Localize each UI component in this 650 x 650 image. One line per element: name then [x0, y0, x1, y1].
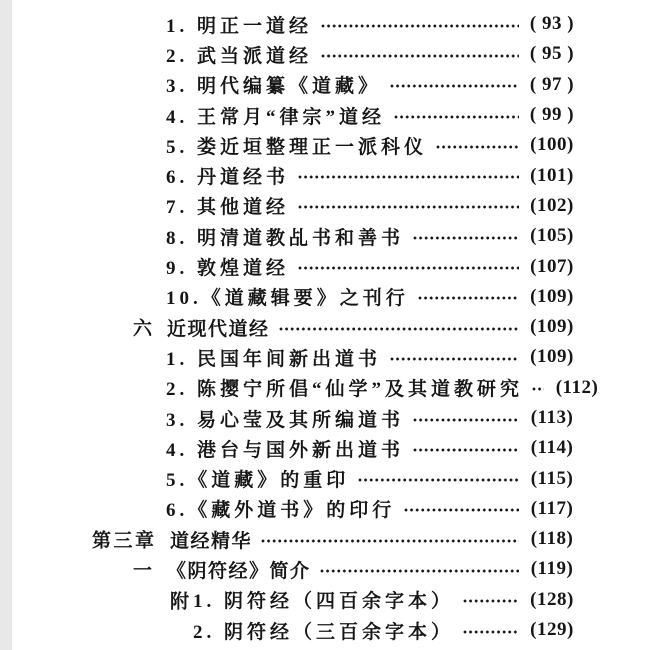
toc-row — [0, 403, 577, 433]
dot-leader — [320, 569, 519, 573]
dot-leader — [436, 145, 519, 149]
toc-row — [0, 554, 577, 584]
page-number: (119) — [530, 558, 574, 580]
toc-row — [0, 191, 577, 221]
entry-title: 9. 敦煌道经 — [166, 258, 290, 280]
page-number: (109) — [530, 285, 574, 307]
toc-row — [0, 221, 577, 251]
toc-row — [0, 463, 577, 493]
page-number: ( 99 ) — [529, 104, 575, 126]
dot-leader — [261, 539, 519, 543]
page-number: (107) — [530, 255, 574, 277]
toc-list — [0, 9, 599, 645]
row-marker: 附 — [170, 591, 192, 613]
row-marker: 第三章 — [92, 530, 157, 552]
dot-leader — [413, 448, 519, 452]
page-number: (114) — [530, 437, 574, 459]
page-number: (112) — [555, 376, 599, 398]
toc-row — [0, 130, 577, 160]
toc-row — [0, 433, 577, 463]
page-number: (129) — [530, 619, 574, 641]
entry-title: 5.《道藏》的重印 — [166, 470, 350, 492]
entry-title: 7. 其他道经 — [166, 197, 290, 219]
entry-title: 1. 明正一道经 — [166, 15, 313, 37]
dot-leader — [394, 115, 519, 119]
toc-row — [0, 615, 577, 645]
page-number: (118) — [530, 528, 574, 550]
page-number: (105) — [530, 225, 574, 247]
toc-row — [0, 524, 577, 554]
toc-row — [0, 312, 577, 342]
toc-row — [0, 100, 577, 130]
dot-leader — [390, 84, 519, 88]
toc-row — [0, 282, 577, 312]
entry-title: 4. 港台与国外新出道书 — [166, 439, 405, 461]
page-number: (109) — [530, 316, 574, 338]
entry-title: 6.《藏外道书》的印行 — [166, 500, 396, 522]
toc-row — [0, 9, 577, 39]
dot-leader — [532, 387, 544, 391]
entry-title: 《阴符经》简介 — [167, 560, 311, 582]
page-number: (117) — [530, 497, 574, 519]
dot-leader — [463, 630, 519, 634]
entry-title: 1. 民国年间新出道书 — [166, 348, 382, 370]
page-number: ( 93 ) — [529, 13, 575, 35]
page-number: ( 95 ) — [529, 43, 575, 65]
entry-title: 6. 丹道经书 — [166, 167, 290, 189]
entry-title: 3. 易心莹及其所编道书 — [166, 409, 405, 431]
page-number: (101) — [530, 164, 574, 186]
toc-row — [0, 39, 577, 69]
entry-title: 2. 阴符经（三百余字本） — [193, 621, 455, 643]
entry-title: 1. 阴符经（四百余字本） — [193, 591, 455, 613]
page-number: ( 97 ) — [529, 73, 575, 95]
dot-leader — [418, 296, 519, 300]
page-number: (115) — [530, 467, 574, 489]
page-number: (100) — [530, 134, 574, 156]
toc-row — [0, 494, 577, 524]
dot-leader — [298, 175, 519, 179]
toc-row — [0, 585, 577, 615]
toc-row — [0, 373, 599, 403]
entry-title: 4. 王常月“律宗”道经 — [166, 106, 386, 128]
page-number: (128) — [530, 588, 574, 610]
dot-leader — [463, 599, 519, 603]
dot-leader — [321, 54, 519, 58]
entry-title: 3. 明代编纂《道藏》 — [166, 76, 382, 98]
entry-title: 近现代道经 — [167, 318, 270, 340]
row-marker: 六 — [133, 318, 155, 340]
dot-leader — [404, 508, 519, 512]
page-number: (109) — [530, 346, 574, 368]
dot-leader — [298, 266, 519, 270]
toc-row — [0, 251, 577, 281]
entry-title: 2. 武当派道经 — [166, 45, 313, 67]
dot-leader — [413, 236, 519, 240]
toc-row — [0, 160, 577, 190]
dot-leader — [358, 478, 519, 482]
entry-title: 5. 娄近垣整理正一派科仪 — [166, 136, 428, 158]
dot-leader — [321, 24, 519, 28]
entry-title: 2. 陈撄宁所倡“仙学”及其道教研究 — [166, 379, 524, 401]
toc-row — [0, 70, 577, 100]
dot-leader — [390, 357, 519, 361]
dot-leader — [298, 205, 519, 209]
row-marker: 一 — [133, 560, 155, 582]
page-number: (113) — [530, 407, 574, 428]
dot-leader — [413, 418, 519, 422]
entry-title: 道经精华 — [170, 530, 253, 552]
page-number: (102) — [530, 194, 574, 216]
entry-title: 8. 明清道教乩书和善书 — [166, 227, 405, 249]
dot-leader — [279, 327, 519, 331]
entry-title: 10.《道藏辑要》之刊行 — [166, 288, 409, 310]
toc-row — [0, 342, 577, 372]
